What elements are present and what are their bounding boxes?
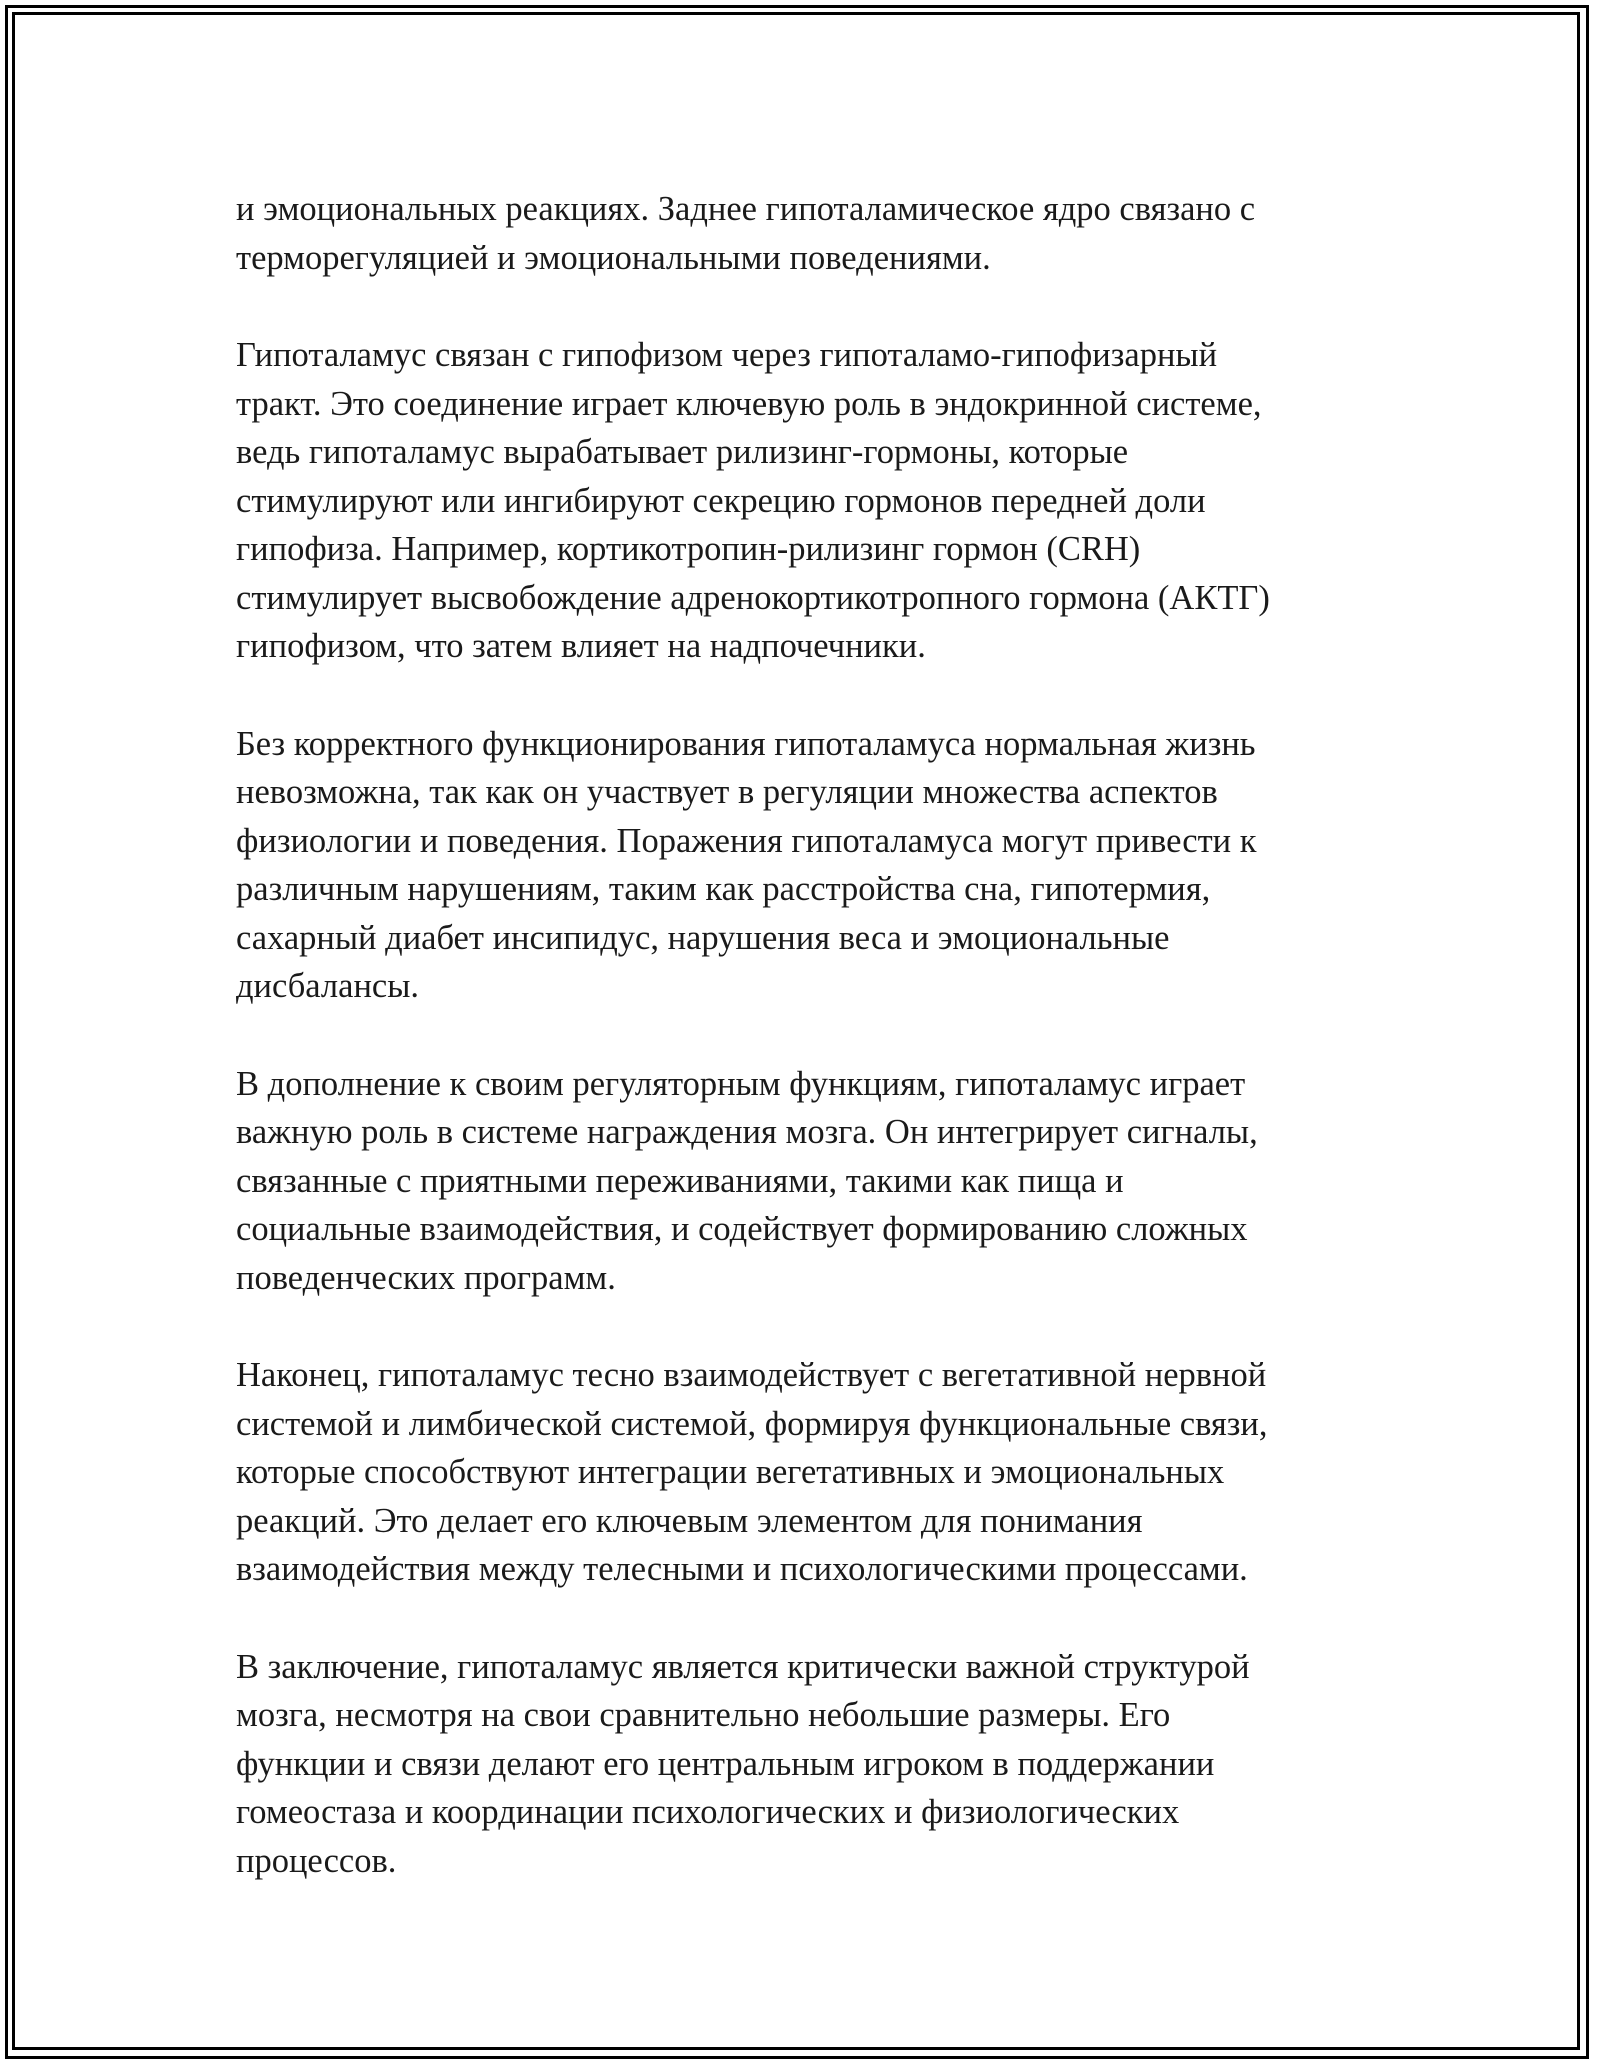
text-line: различным нарушениям, таким как расстройства сна, гипотермия, — [236, 870, 1211, 908]
text-line: связанные с приятными переживаниями, такими как пища и — [236, 1161, 1124, 1200]
text-line: В заключение, гипоталамус является критически важной структурой — [236, 1647, 1250, 1686]
text-line: дисбалансы. — [236, 967, 420, 1005]
text-line: социальные взаимодействия, и содействует формированию сложных — [236, 1210, 1248, 1248]
text-line: Наконец, гипоталамус тесно взаимодействует с вегетативной нервной — [236, 1356, 1267, 1394]
text-line: сахарный диабет инсипидус, нарушения веса и эмоциональные — [236, 918, 1170, 957]
paragraph — [236, 1060, 1366, 1303]
text-line: гипофиза. Например, кортикотропин-рилизинг гормон (CRH) — [236, 530, 1141, 568]
text-line: поведенческих программ. — [236, 1258, 616, 1297]
text-line: невозможна, так как он участвует в регуляции множества аспектов — [236, 773, 1218, 811]
text-line: взаимодействия между телесными и психологическими процессами. — [236, 1550, 1248, 1588]
text-line: ведь гипоталамус вырабатывает рилизинг-гормоны, которые — [236, 433, 1129, 471]
text-line: гомеостаза и координации психологических и физиологических — [236, 1793, 1180, 1831]
document-body — [236, 185, 1366, 1934]
paragraph — [236, 1643, 1366, 1886]
text-line: тракт. Это соединение играет ключевую роль в эндокринной системе, — [236, 384, 1262, 423]
text-line: реакций. Это делает его ключевым элементом для понимания — [236, 1501, 1143, 1540]
paragraph — [236, 331, 1366, 671]
paragraph — [236, 720, 1366, 1011]
text-line: процессов. — [236, 1841, 397, 1880]
text-line: которые способствуют интеграции вегетативных и эмоциональных — [236, 1453, 1225, 1491]
paragraph — [236, 1351, 1366, 1594]
text-line: гипофизом, что затем влияет на надпочечники. — [236, 627, 926, 665]
text-line: физиологии и поведения. Поражения гипоталамуса могут привести к — [236, 821, 1257, 860]
text-line: Без корректного функционирования гипоталамуса нормальная жизнь — [236, 724, 1256, 763]
text-line: стимулируют или ингибируют секрецию гормонов передней доли — [236, 481, 1206, 520]
text-line: системой и лимбической системой, формируя функциональные связи, — [236, 1404, 1268, 1443]
paragraph — [236, 185, 1366, 282]
text-line: стимулирует высвобождение адренокортикотропного гормона (АКТГ) — [236, 578, 1270, 617]
text-line: В дополнение к своим регуляторным функциям, гипоталамус играет — [236, 1064, 1246, 1103]
text-line: Гипоталамус связан с гипофизом через гипоталамо-гипофизарный — [236, 336, 1218, 374]
text-line: важную роль в системе награждения мозга. Он интегрирует сигналы, — [236, 1113, 1258, 1151]
text-line: терморегуляцией и эмоциональными поведениями. — [236, 238, 991, 277]
text-line: функции и связи делают его центральным игроком в поддержании — [236, 1744, 1215, 1783]
text-line: и эмоциональных реакциях. Заднее гипоталамическое ядро связано с — [236, 190, 1256, 228]
text-line: мозга, несмотря на свои сравнительно небольшие размеры. Его — [236, 1696, 1171, 1734]
